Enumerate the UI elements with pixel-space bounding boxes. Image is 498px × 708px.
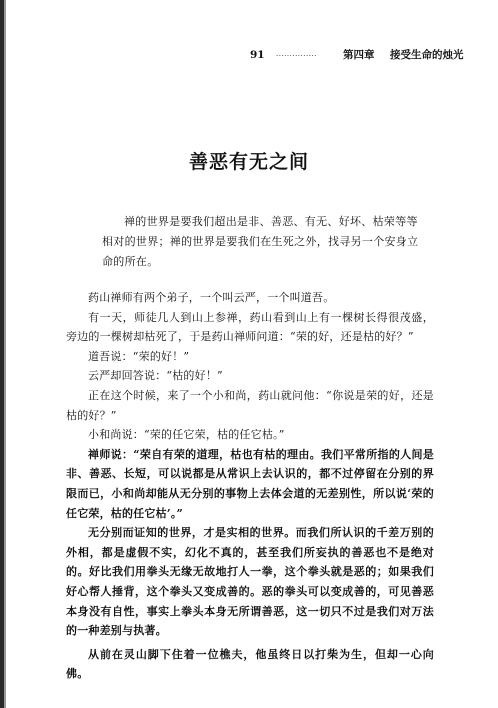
section-title: 善恶有无之间 bbox=[188, 151, 309, 173]
body-paragraph: 道吾说：“荣的好！” bbox=[88, 349, 190, 363]
scan-edge-gray bbox=[4, 0, 6, 708]
chapter-label: 第四章 bbox=[343, 49, 375, 61]
header-leader-dots: ··············· bbox=[276, 52, 317, 60]
intro-block bbox=[102, 212, 422, 272]
body-paragraph: 云严却回答说：“枯的好！” bbox=[88, 369, 223, 383]
chapter-title: 接受生命的烛光 bbox=[390, 49, 464, 61]
body-paragraph: 正在这个时候，来了一个小和尚，药山就问他：“你说是荣的好，还是枯的好？” bbox=[66, 388, 434, 422]
body-paragraph: 无分别而证知的世界，才是实相的世界。而我们所认识的千差万别的外相，都是虚假不实，幻化不真的，甚至我们所妄执的善恶也不是绝对的。好比我们用拳头无缘无故地打人一拳，这个拳头就是恶的；如果我们好心帮人捶背，这个拳头又变成善的。恶的拳头可以变成善的，可见善恶本身没有自性，事实上拳头本身无所谓善恶，这一切只不过是我们对万法的一种差别与执著。 bbox=[66, 526, 434, 638]
body-paragraph: 小和尚说：“荣的任它荣，枯的任它枯。” bbox=[88, 428, 285, 442]
body-paragraph: 有一天，师徒几人到山上参禅，药山看到山上有一棵树长得很茂盛，旁边的一棵树却枯死了，于是药山禅师问道：“荣的好，还是枯的好？” bbox=[66, 310, 434, 344]
body-paragraph: 禅师说：“荣自有荣的道理，枯也有枯的理由。我们平常所指的人间是非、善恶、长短，可以说都是从常识上去认识的，都不过停留在分别的界限而已，小和尚却能从无分别的事物上去体会道的无差别性，所以说‘荣的任它荣，枯的任它枯’。” bbox=[66, 447, 434, 520]
body-text bbox=[66, 288, 434, 684]
page-number: 91 bbox=[250, 49, 265, 61]
intro-paragraph: 禅的世界是要我们超出是非、善恶、有无、好坏、枯荣等等相对的世界；禅的世界是要我们在生死之外，找寻另一个安身立命的所在。 bbox=[102, 215, 419, 268]
body-paragraph: 从前在灵山脚下住着一位樵夫，他虽终日以打柴为生，但却一心向佛。 bbox=[66, 647, 434, 681]
body-paragraph: 药山禅师有两个弟子，一个叫云严，一个叫道吾。 bbox=[88, 291, 335, 304]
running-head bbox=[250, 47, 470, 63]
